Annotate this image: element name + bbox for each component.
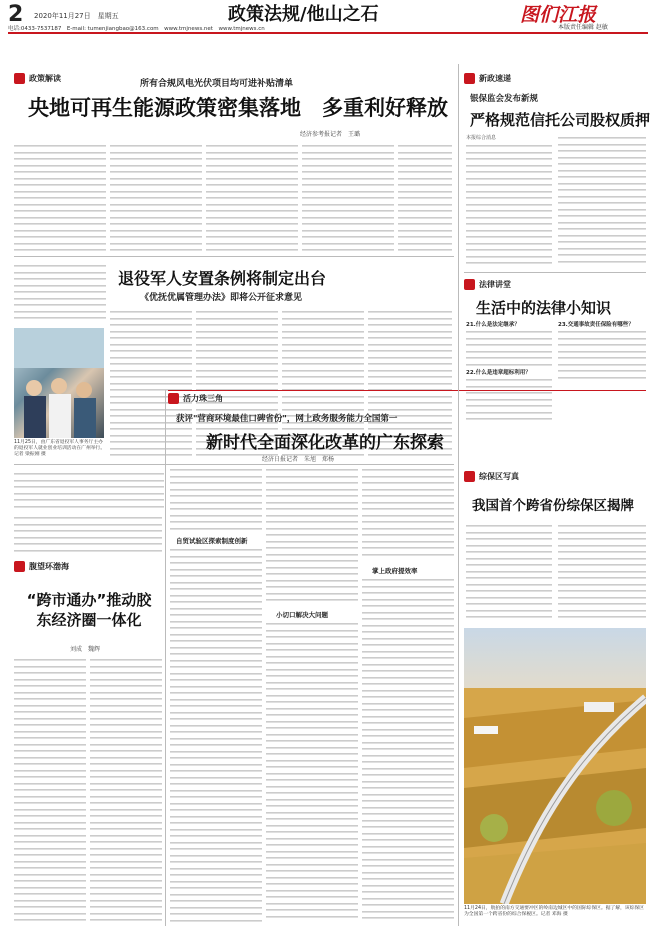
text-column <box>170 546 262 924</box>
news-photo <box>14 328 104 438</box>
section-tag-label: 活力珠三角 <box>183 394 223 403</box>
text-column <box>558 134 646 264</box>
article-byline: 刘成 魏辉 <box>70 646 101 653</box>
article-byline: 经济参考报记者 王璐 <box>300 131 361 138</box>
column-divider <box>458 390 459 926</box>
text-column <box>14 142 106 252</box>
aerial-highway-illustration <box>464 628 646 904</box>
aerial-photo <box>464 628 646 904</box>
article-subtitle: 《优抚优属管理办法》即将公开征求意见 <box>140 293 303 303</box>
page-number: 2 <box>8 2 24 27</box>
text-column <box>206 142 298 252</box>
section-tag-label: 综保区写真 <box>479 472 519 481</box>
photo-caption: 11月25日，由广东省退役军人事务厅主办的退役军人就业创业培训活动在广州举行。记者 梁振刚 摄 <box>14 440 106 457</box>
section-tag-label: 新政速递 <box>479 74 511 83</box>
section-tag-law <box>464 278 646 291</box>
newspaper-logo: 图们江报 <box>520 4 597 26</box>
issue-date: 2020年11月27日 星期五 <box>34 12 119 20</box>
header-rule <box>8 32 648 34</box>
article-byline: 经济日报记者 朱旭 郑杨 <box>262 456 335 463</box>
divider <box>168 390 646 391</box>
text-column <box>14 470 164 510</box>
text-column <box>362 576 454 924</box>
section-tag-icon <box>464 279 475 290</box>
crowd-photo-illustration <box>14 328 104 438</box>
article-kicker: 银保监会发布新规 <box>470 94 539 104</box>
photo-caption: 11月24日，航拍的南方交通要冲区的岭南边城区中的国际综保区。据了解，该综保区为全国第一个跨省份的综合保税区。记者 邓海 摄 <box>464 906 645 917</box>
text-column <box>266 466 358 606</box>
divider <box>14 464 454 465</box>
section-tag-icon <box>14 73 25 84</box>
section-tag-icon <box>14 561 25 572</box>
section-tag-newpolicy <box>464 72 646 85</box>
sub-heading: 小切口解决大问题 <box>276 611 328 619</box>
section-tag-bohai <box>14 560 162 573</box>
section-tag-icon <box>464 73 475 84</box>
text-column <box>266 620 358 924</box>
section-tag-ftz <box>464 470 646 483</box>
text-column <box>110 142 202 252</box>
section-tag-label: 腹望环渤海 <box>29 562 69 571</box>
article-headline: 退役军人安置条例将制定出台 <box>118 269 327 288</box>
text-column <box>90 656 162 924</box>
question-heading: 22.什么是违章超标利用？ <box>466 370 531 376</box>
article-kicker: 获评"营商环境最佳口碑省份"，网上政务服务能力全国第一 <box>176 414 398 424</box>
question-heading: 21.什么是法定继承？ <box>466 322 520 328</box>
text-column <box>362 466 454 562</box>
text-column <box>398 142 452 252</box>
article-headline: “跨市通办”推动胶东经济圈一体化 <box>26 591 152 629</box>
column-divider <box>165 390 166 926</box>
text-column <box>14 514 162 554</box>
sub-heading: 自贸试验区探索制度创新 <box>176 537 248 545</box>
text-column <box>466 522 552 622</box>
article-headline: 央地可再生能源政策密集落地 多重利好释放 <box>28 96 448 120</box>
text-column <box>558 328 646 386</box>
text-column <box>170 466 262 532</box>
article-headline: 生活中的法律小知识 <box>476 299 612 317</box>
article-byline: 本报综合消息 <box>466 135 497 141</box>
text-column <box>14 262 106 324</box>
text-column <box>466 328 552 366</box>
text-column <box>466 142 552 266</box>
article-headline: 严格规范信托公司股权质押 <box>470 111 651 129</box>
section-tag-prd <box>168 392 646 405</box>
section-tag-icon <box>168 393 179 404</box>
section-tag-label: 政策解读 <box>29 74 61 83</box>
article-headline: 新时代全面深化改革的广东探索 <box>206 433 444 453</box>
section-tag-icon <box>464 471 475 482</box>
article-headline: 我国首个跨省份综保区揭牌 <box>472 498 634 514</box>
article-kicker: 所有合规风电光伏项目均可进补贴清单 <box>140 79 294 89</box>
text-column <box>302 142 394 252</box>
sub-heading: 掌上政府提效率 <box>372 567 418 575</box>
question-heading: 23.交通事故责任保险有哪些？ <box>558 322 634 328</box>
text-column <box>110 308 192 458</box>
contact-line: 电话:0433-7537187 E-mail: tumenjiangbao@163.com www.tmjnews.net www.tmjnews.cn <box>8 26 265 32</box>
section-title: 政策法规/他山之石 <box>228 4 379 25</box>
editors-line: 本版责任编辑 赵敏 <box>558 24 608 31</box>
text-column <box>14 656 86 924</box>
divider <box>14 256 454 257</box>
divider <box>464 272 646 273</box>
text-column <box>558 522 646 622</box>
section-tag-label: 法律讲堂 <box>479 280 511 289</box>
